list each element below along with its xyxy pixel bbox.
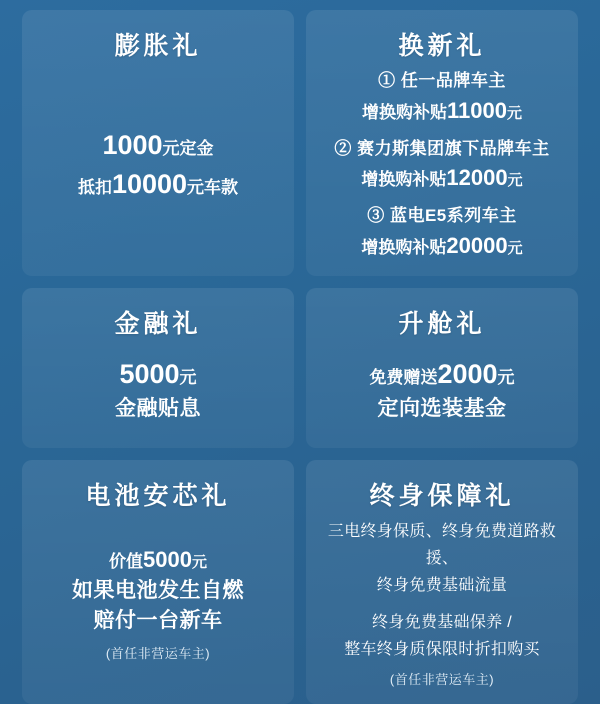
trade-in-item-head [362, 68, 522, 94]
finance-unit: 元 [179, 367, 197, 387]
gift-card-grid [22, 10, 578, 704]
inflation-unit-deduct: 元车款 [187, 177, 239, 197]
trade-in-subsidy-unit: 元 [507, 239, 523, 257]
trade-in-item [361, 203, 522, 262]
trade-in-item [362, 68, 522, 127]
inflation-deduct-label: 抵扣 [77, 177, 112, 197]
inflation-line-2 [78, 165, 238, 204]
trade-in-item-sub [334, 161, 549, 194]
warranty-line-4: 整车终身质保限时折扣购买 [344, 641, 540, 659]
battery-line-3: 赔付一台新车 [93, 609, 223, 633]
battery-amount: 5000 [143, 547, 192, 573]
upgrade-prefix: 免费赠送 [369, 367, 438, 387]
finance-amount-line [119, 355, 196, 394]
card-upgrade-gift [306, 288, 578, 448]
trade-in-item-head [334, 136, 549, 162]
trade-in-subsidy-amount: 20000 [446, 232, 508, 258]
trade-in-subsidy-amount: 12000 [446, 165, 508, 190]
trade-in-item-sub [362, 94, 522, 127]
card-body [32, 68, 284, 262]
inflation-amount-deposit: 1000 [102, 129, 163, 160]
warranty-line-3: 终身免费基础保养 / [372, 614, 512, 632]
finance-amount: 5000 [119, 358, 180, 389]
upgrade-sub: 定向选装基金 [377, 396, 507, 420]
card-title: 金融礼 [114, 309, 202, 338]
trade-in-marker: ② [334, 138, 352, 158]
inflation-amount-deduct: 10000 [111, 168, 188, 199]
trade-in-subsidy-amount: 11000 [447, 97, 507, 123]
battery-amount-line [109, 544, 207, 576]
trade-in-subsidy-unit: 元 [507, 172, 523, 189]
trade-in-subsidy-label: 增换购补贴 [361, 170, 447, 189]
card-trade-in-gift [306, 10, 578, 276]
card-title: 换新礼 [398, 32, 486, 60]
trade-in-marker: ③ [367, 206, 385, 225]
trade-in-item-sub [361, 229, 522, 262]
finance-sub: 金融贴息 [115, 396, 201, 420]
trade-in-label: 蓝电E5系列车主 [389, 206, 517, 225]
battery-prefix: 价值 [109, 552, 144, 572]
inflation-unit-deposit: 元定金 [162, 138, 214, 158]
upgrade-unit: 元 [497, 367, 515, 387]
trade-in-subsidy-label: 增换购补贴 [361, 237, 447, 257]
warranty-note: (首任非营运车主) [389, 672, 495, 688]
upgrade-amount-line [369, 355, 514, 394]
warranty-line-2: 终身免费基础流量 [376, 576, 508, 594]
card-inflation-gift [22, 10, 294, 276]
trade-in-subsidy-label: 增换购补贴 [362, 102, 447, 122]
card-body [316, 68, 568, 262]
trade-in-marker: ① [378, 71, 396, 90]
card-lifetime-warranty-gift [306, 460, 578, 704]
card-title: 终身保障礼 [369, 481, 515, 510]
upgrade-amount: 2000 [437, 358, 498, 389]
trade-in-item-head [361, 203, 522, 229]
battery-unit: 元 [191, 554, 207, 572]
battery-note: (首任非营运车主) [105, 645, 211, 661]
card-title: 电池安芯礼 [85, 481, 231, 510]
card-body [316, 518, 568, 691]
card-body [316, 346, 568, 434]
trade-in-label: 任一品牌车主 [400, 71, 506, 90]
card-title: 升舱礼 [398, 309, 486, 338]
trade-in-subsidy-unit: 元 [506, 104, 522, 122]
battery-line-2: 如果电池发生自燃 [72, 578, 244, 602]
card-body [32, 346, 284, 434]
trade-in-label: 赛力斯集团旗下品牌车主 [357, 138, 550, 158]
inflation-line-1 [102, 126, 213, 165]
trade-in-item [334, 136, 549, 195]
warranty-line-1: 三电终身保质、终身免费道路救援、 [327, 522, 557, 567]
card-title: 膨胀礼 [114, 32, 202, 60]
card-battery-safety-gift [22, 460, 294, 704]
card-finance-gift [22, 288, 294, 448]
card-body [32, 518, 284, 691]
